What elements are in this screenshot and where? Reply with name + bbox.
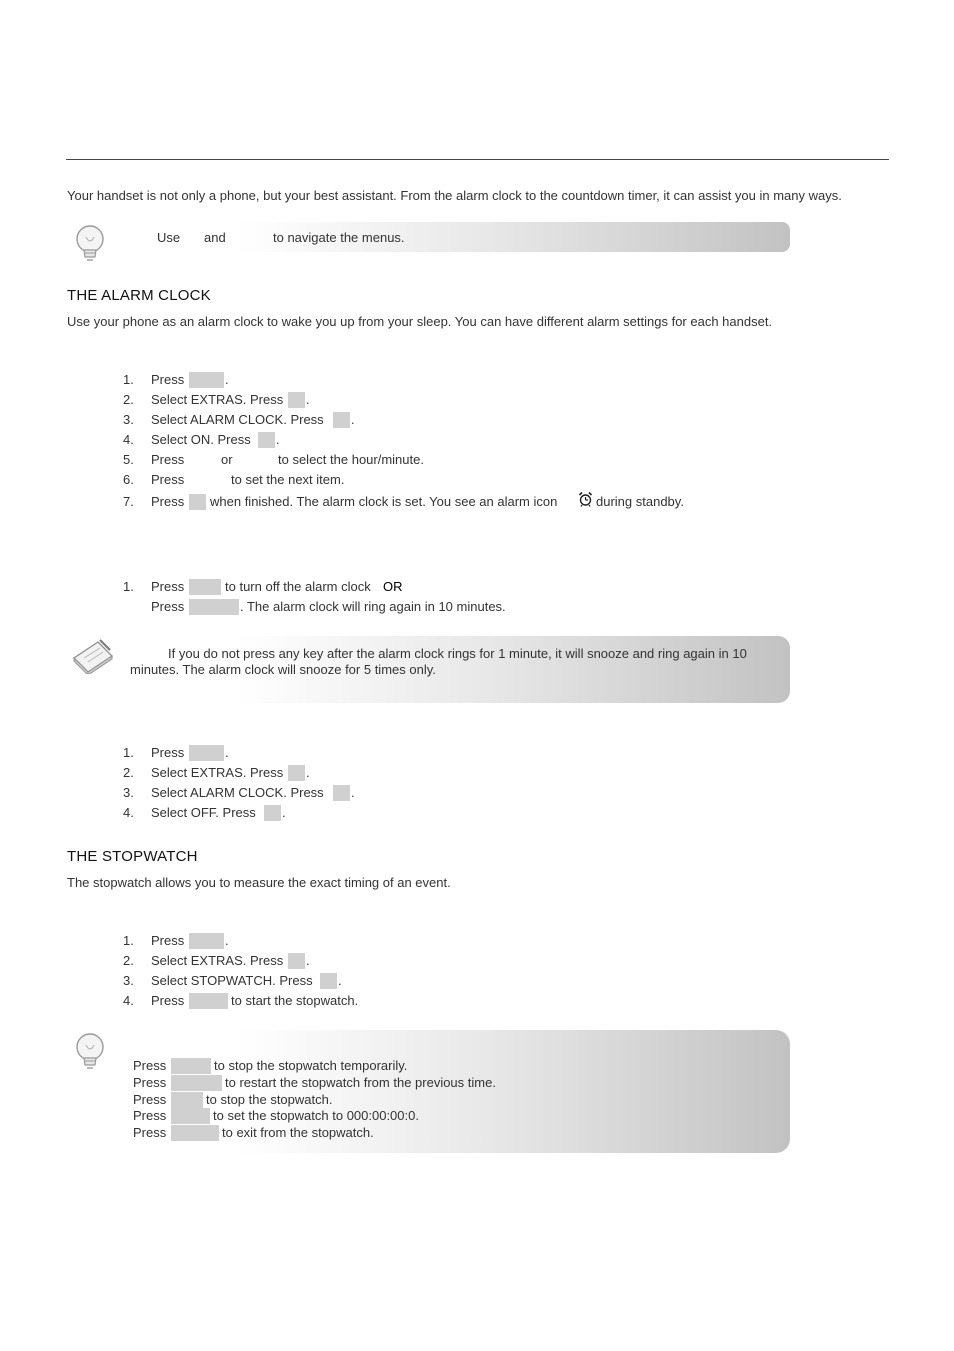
step-text: Press (151, 452, 185, 467)
step-text: Press (151, 993, 185, 1008)
ok-key-placeholder (333, 785, 350, 801)
ok-key-placeholder (189, 494, 206, 510)
intro-paragraph: Your handset is not only a phone, but your best assistant. From the alarm clock to the countdown timer, it can assist you in many ways. (67, 188, 842, 203)
header-rule (66, 159, 889, 160)
resume-key-placeholder (171, 1075, 222, 1091)
step-text: Select ALARM CLOCK. Press (151, 412, 324, 427)
step-text: Press (151, 579, 185, 594)
step-text-or: or (221, 452, 233, 467)
tip-line-press: Press (133, 1108, 167, 1123)
period: . (282, 805, 286, 820)
back-key-placeholder (171, 1125, 219, 1141)
notepad-icon (70, 636, 116, 674)
period: . (306, 953, 310, 968)
note-text: If you do not press any key after the alarm clock rings for 1 minute, it will snooze and ring again in 10 minutes. The alarm clock will snooze for 5 times only. (130, 646, 747, 677)
stopwatch-heading: THE STOPWATCH (67, 848, 198, 865)
step-number: 1. (123, 933, 134, 948)
step-number: 3. (123, 785, 134, 800)
period: . (351, 785, 355, 800)
period: . (276, 432, 280, 447)
tip-line-text: to stop the stopwatch temporarily. (214, 1058, 408, 1073)
tip-line-text: to stop the stopwatch. (206, 1092, 333, 1107)
tip-text-and: and (204, 230, 226, 245)
menu-key-placeholder (189, 933, 224, 949)
step-text: Select EXTRAS. Press (151, 953, 284, 968)
ok-key-placeholder (333, 412, 350, 428)
step-text: Select EXTRAS. Press (151, 765, 284, 780)
step-text: Press (151, 472, 185, 487)
step-text: when finished. The alarm clock is set. You see an alarm icon (210, 494, 558, 509)
step-text: Press (151, 745, 185, 760)
tip-line-text: to exit from the stopwatch. (222, 1125, 374, 1140)
stopwatch-description: The stopwatch allows you to measure the exact timing of an event. (67, 875, 451, 890)
lightbulb-icon (70, 223, 110, 265)
step-text: Press (151, 372, 185, 387)
step-number: 2. (123, 392, 134, 407)
step-number: 4. (123, 805, 134, 820)
tip-line-press: Press (133, 1125, 167, 1140)
alarm-clock-heading: THE ALARM CLOCK (67, 287, 211, 304)
step-text-or: OR (383, 579, 403, 594)
step-text: to start the stopwatch. (231, 993, 359, 1008)
alarm-clock-description: Use your phone as an alarm clock to wake you up from your sleep. You can have different alarm settings for each handset. (67, 314, 773, 329)
step-text: Select OFF. Press (151, 805, 256, 820)
ok-key-placeholder (288, 953, 305, 969)
step-text: to select the hour/minute. (278, 452, 424, 467)
step-text: Press (151, 599, 185, 614)
step-text: Press (151, 494, 185, 509)
period: . (306, 765, 310, 780)
ok-key-placeholder (264, 805, 281, 821)
step-text: Press (151, 933, 185, 948)
off-key-placeholder (189, 579, 221, 595)
menu-key-placeholder (189, 372, 224, 388)
step-number: 4. (123, 993, 134, 1008)
ok-key-placeholder (288, 765, 305, 781)
snooze-key-placeholder (189, 599, 239, 615)
lightbulb-icon (70, 1031, 110, 1073)
step-number: 2. (123, 953, 134, 968)
tip-line-press: Press (133, 1092, 167, 1107)
start-key-placeholder (189, 993, 228, 1009)
step-number: 7. (123, 494, 134, 509)
step-number: 3. (123, 412, 134, 427)
step-number: 1. (123, 579, 134, 594)
step-text: . The alarm clock will ring again in 10 minutes. (240, 599, 506, 614)
period: . (338, 973, 342, 988)
tip-line-press: Press (133, 1058, 167, 1073)
step-number: 4. (123, 432, 134, 447)
step-number: 2. (123, 765, 134, 780)
tip-text-use: Use (157, 230, 181, 245)
tip-line-text: to restart the stopwatch from the previous time. (225, 1075, 496, 1090)
period: . (225, 933, 229, 948)
off-key-placeholder (171, 1092, 203, 1108)
menu-key-placeholder (189, 745, 224, 761)
ok-key-placeholder (258, 432, 275, 448)
step-number: 1. (123, 372, 134, 387)
step-text: during standby. (596, 494, 684, 509)
reset-key-placeholder (171, 1108, 210, 1124)
step-number: 3. (123, 973, 134, 988)
period: . (306, 392, 310, 407)
stop-key-placeholder (171, 1058, 211, 1074)
step-text: to set the next item. (231, 472, 345, 487)
ok-key-placeholder (288, 392, 305, 408)
tip-line-press: Press (133, 1075, 167, 1090)
step-text: Select ON. Press (151, 432, 251, 447)
step-number: 5. (123, 452, 134, 467)
step-text: to turn off the alarm clock (225, 579, 371, 594)
step-number: 1. (123, 745, 134, 760)
step-text: Select STOPWATCH. Press (151, 973, 313, 988)
period: . (225, 745, 229, 760)
ok-key-placeholder (320, 973, 337, 989)
step-text: Select ALARM CLOCK. Press (151, 785, 324, 800)
tip-text-navigate: to navigate the menus. (273, 230, 405, 245)
step-number: 6. (123, 472, 134, 487)
period: . (351, 412, 355, 427)
tip-line-text: to set the stopwatch to 000:00:00:0. (213, 1108, 419, 1123)
period: . (225, 372, 229, 387)
step-text: Select EXTRAS. Press (151, 392, 284, 407)
alarm-clock-icon (578, 491, 593, 507)
